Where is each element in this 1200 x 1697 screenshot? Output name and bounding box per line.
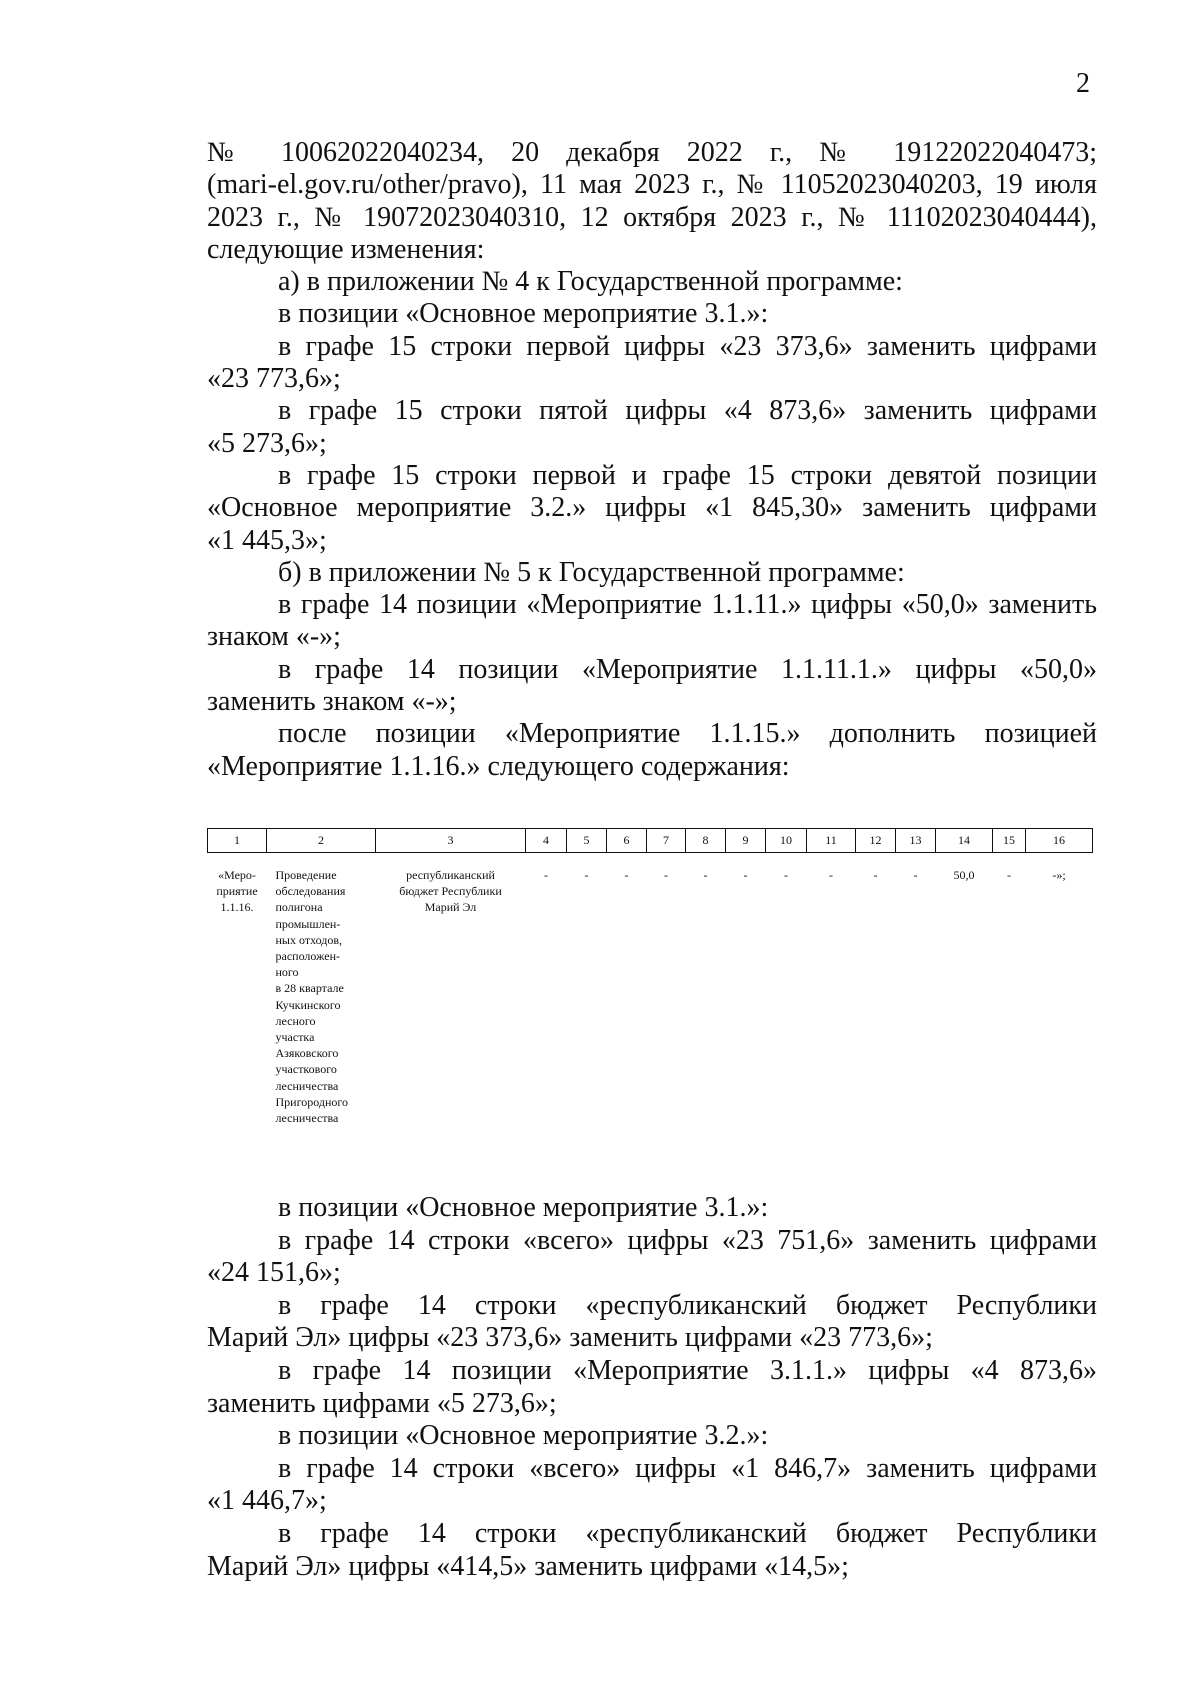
text-line: Марий Эл» цифры «414,5» заменить цифрами «14,5»; bbox=[207, 1550, 849, 1582]
text-line: «1 445,3»; bbox=[207, 524, 327, 556]
value-cell: - bbox=[664, 868, 668, 882]
text-line: заменить знаком «-»; bbox=[207, 686, 457, 718]
text-line: знаком «-»; bbox=[207, 621, 341, 653]
part-b-heading: б) в приложении № 5 к Государственной программе: bbox=[278, 556, 905, 588]
column-header: 11 bbox=[807, 829, 856, 853]
value-cell: - bbox=[544, 868, 548, 882]
text-line: «Мероприятие 1.1.16.» следующего содержания: bbox=[207, 750, 790, 782]
text-line: в графе 14 позиции «Мероприятие 3.1.1.» цифры «4 873,6» bbox=[278, 1354, 1097, 1386]
measure-number-cell bbox=[208, 867, 267, 1126]
column-header: 3 bbox=[376, 829, 526, 853]
column-header: 10 bbox=[766, 829, 807, 853]
column-header: 14 bbox=[936, 829, 993, 853]
text-line: в графе 14 строки «всего» цифры «23 751,6» заменить цифрами bbox=[278, 1224, 1097, 1256]
cell-line: участкового bbox=[275, 1062, 337, 1077]
column-header: 9 bbox=[726, 829, 766, 853]
measure-description-cell bbox=[267, 867, 376, 1126]
cell-line: бюджет Республики bbox=[399, 884, 502, 899]
cell-line: обследования bbox=[275, 884, 346, 899]
text-line: «5 273,6»; bbox=[207, 427, 327, 459]
text-line: в графе 15 строки пятой цифры «4 873,6» заменить цифрами bbox=[278, 395, 1097, 427]
funding-source-cell bbox=[376, 867, 526, 1126]
text-line: следующие изменения: bbox=[207, 233, 485, 265]
cell-line: ного bbox=[275, 965, 299, 980]
table-header-row bbox=[208, 829, 1093, 853]
text-line: 2023 г., № 19072023040310, 12 октября 2023 г., № 11102023040444), bbox=[207, 201, 1097, 233]
text-line: № 10062022040234, 20 декабря 2022 г., № 19122022040473; bbox=[207, 137, 1097, 168]
text-line: «23 773,6»; bbox=[207, 363, 341, 395]
cell-line: промышлен- bbox=[275, 916, 341, 931]
cell-line: в 28 квартале bbox=[275, 981, 344, 996]
insert-table bbox=[207, 828, 1093, 1126]
column-header: 7 bbox=[647, 829, 686, 853]
text-line: в позиции «Основное мероприятие 3.1.»: bbox=[278, 298, 769, 330]
column-header: 2 bbox=[267, 829, 376, 853]
cell-line: «Меро- bbox=[218, 868, 256, 882]
cell-line: республиканский bbox=[406, 868, 495, 882]
column-header: 15 bbox=[993, 829, 1026, 853]
value-cell: - bbox=[873, 868, 878, 882]
value-cell: - bbox=[1007, 868, 1011, 882]
value-cell: - bbox=[829, 868, 833, 882]
column-header: 6 bbox=[607, 829, 647, 853]
cell-line: приятие bbox=[216, 884, 258, 899]
cell-line: Пригородного bbox=[275, 1094, 349, 1109]
text-line: «Основное мероприятие 3.2.» цифры «1 845,30» заменить цифрами bbox=[207, 492, 1097, 524]
column-header: 8 bbox=[686, 829, 726, 853]
value-cell: - bbox=[784, 868, 788, 882]
part-a-heading: а) в приложении № 4 к Государственной программе: bbox=[278, 266, 903, 298]
document-body-upper bbox=[207, 137, 1097, 783]
table-row bbox=[208, 867, 1093, 1126]
page-number: 2 bbox=[1076, 68, 1090, 99]
text-line: в графе 14 строки «республиканский бюджет Республики bbox=[278, 1517, 1097, 1549]
column-header: 1 bbox=[208, 829, 267, 853]
cell-line: участка bbox=[275, 1030, 315, 1045]
text-line: в позиции «Основное мероприятие 3.2.»: bbox=[278, 1420, 769, 1452]
cell-line: Кучкинского bbox=[275, 997, 341, 1012]
cell-line: Проведение bbox=[275, 868, 337, 882]
text-line: «24 151,6»; bbox=[207, 1257, 341, 1289]
text-line: в графе 14 строки «всего» цифры «1 846,7» заменить цифрами bbox=[278, 1452, 1097, 1484]
cell-line: ных отходов, bbox=[275, 932, 343, 947]
value-cell: - bbox=[584, 868, 589, 882]
cell-line: лесничества bbox=[275, 1078, 339, 1093]
cell-line: Марий Эл bbox=[424, 900, 477, 915]
column-header: 13 bbox=[896, 829, 936, 853]
text-line: (mari-el.gov.ru/other/pravo), 11 мая 2023 г., № 11052023040203, 19 июля bbox=[207, 169, 1097, 201]
column-header: 5 bbox=[567, 829, 607, 853]
text-line: Марий Эл» цифры «23 373,6» заменить цифрами «23 773,6»; bbox=[207, 1322, 933, 1354]
text-line: в графе 15 строки первой цифры «23 373,6» заменить цифрами bbox=[278, 330, 1097, 362]
cell-line: полигона bbox=[275, 900, 323, 915]
cell-line: лесного bbox=[275, 1013, 316, 1028]
value-cell: - bbox=[743, 868, 748, 882]
text-line: «1 446,7»; bbox=[207, 1485, 327, 1517]
text-line: в графе 15 строки первой и графе 15 строки девятой позиции bbox=[278, 459, 1097, 491]
column-header: 16 bbox=[1026, 829, 1093, 853]
text-line: в позиции «Основное мероприятие 3.1.»: bbox=[278, 1192, 769, 1223]
cell-line: 1.1.16. bbox=[220, 900, 254, 915]
text-line: в графе 14 строки «республиканский бюджет Республики bbox=[278, 1289, 1097, 1321]
text-line: в графе 14 позиции «Мероприятие 1.1.11.1.» цифры «50,0» bbox=[278, 653, 1097, 685]
cell-line: расположен- bbox=[275, 949, 340, 964]
column-header: 12 bbox=[856, 829, 896, 853]
cell-line: лесничества bbox=[275, 1111, 339, 1126]
text-line: после позиции «Мероприятие 1.1.15.» дополнить позицией bbox=[278, 718, 1097, 750]
document-body-lower bbox=[207, 1192, 1097, 1583]
value-cell: - bbox=[913, 868, 918, 882]
column-header: 4 bbox=[526, 829, 567, 853]
value-cell: 50,0 bbox=[953, 868, 975, 882]
value-cell: - bbox=[624, 868, 629, 882]
text-line: в графе 14 позиции «Мероприятие 1.1.11.» цифры «50,0» заменить bbox=[278, 589, 1097, 621]
text-line: заменить цифрами «5 273,6»; bbox=[207, 1387, 557, 1419]
value-cell: - bbox=[703, 868, 708, 882]
value-cell: -»; bbox=[1052, 868, 1066, 882]
cell-line: Азяковского bbox=[275, 1046, 339, 1061]
